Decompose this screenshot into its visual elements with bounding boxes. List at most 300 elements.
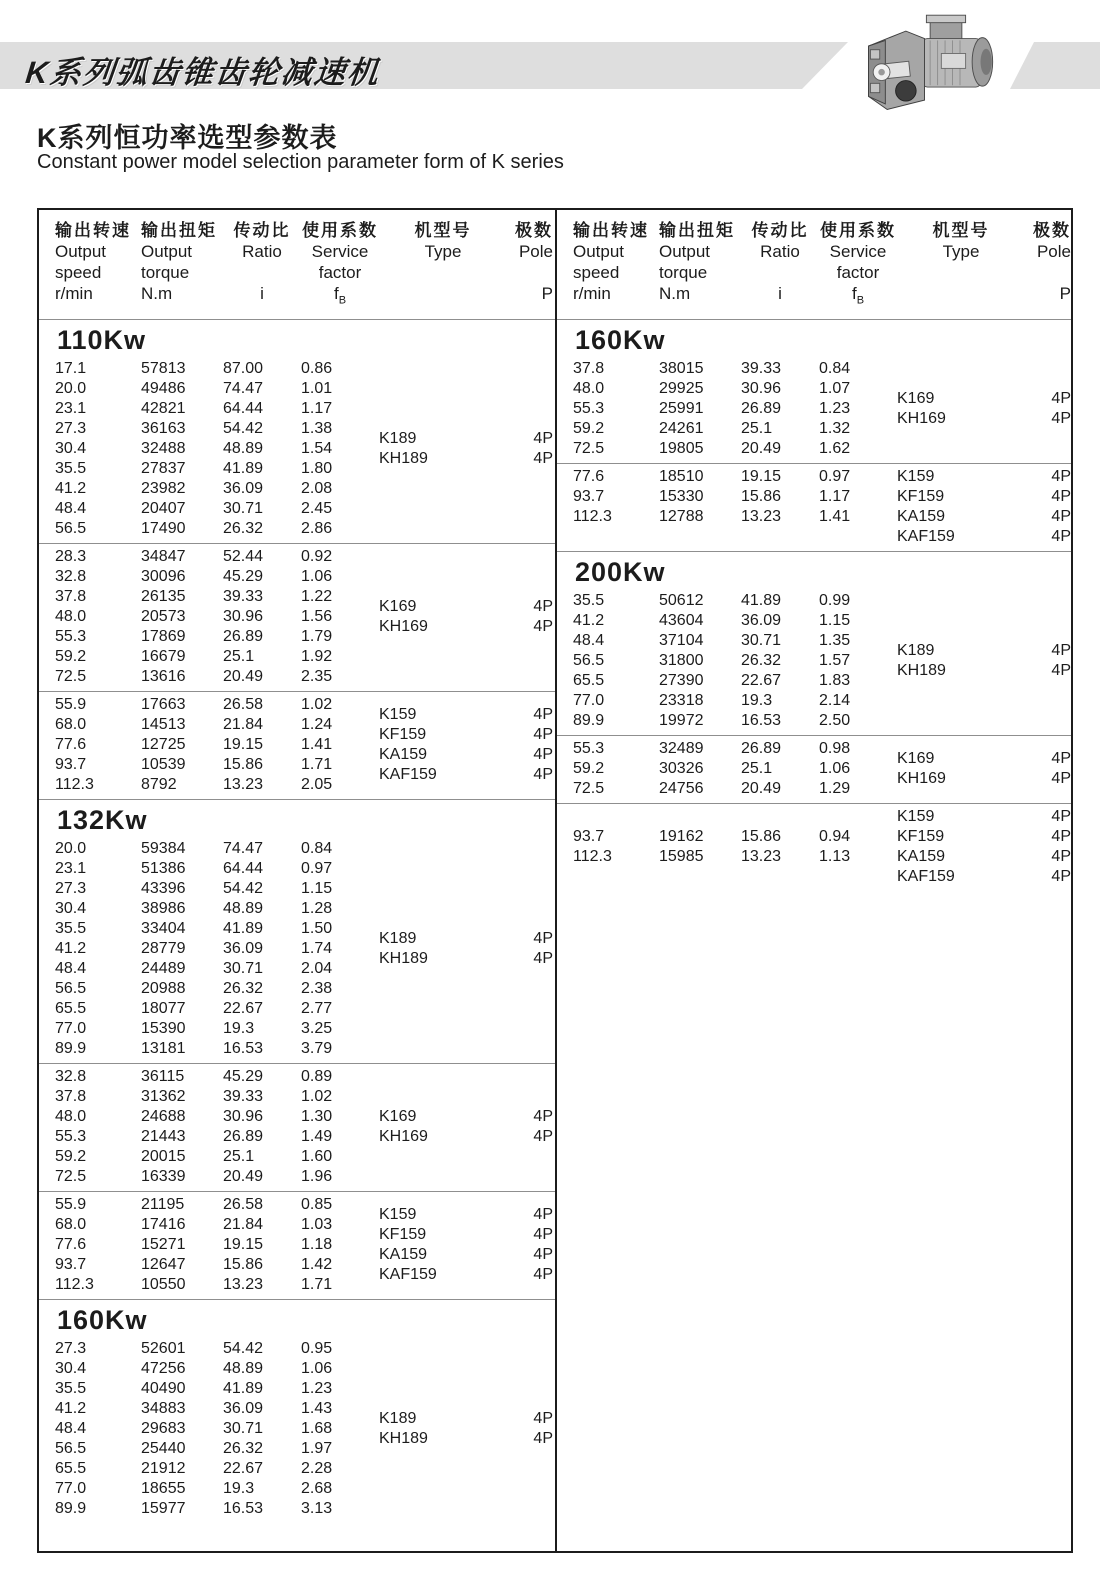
output-torque-value: 34847	[141, 548, 186, 566]
service-factor-value: 1.32	[819, 420, 851, 438]
output-speed-value: 68.0	[55, 716, 87, 734]
output-torque-value: 12647	[141, 1256, 186, 1274]
output-speed-value: 41.2	[573, 612, 605, 630]
header-type-unit	[897, 283, 1025, 304]
type-label: KA159	[379, 746, 428, 764]
type-label: KA159	[897, 848, 946, 866]
ratio-value: 25.1	[741, 760, 773, 778]
power-section-title: 160Kw	[575, 325, 666, 356]
service-factor-value: 1.41	[301, 736, 333, 754]
output-speed-value: 27.3	[55, 420, 87, 438]
output-speed-value: 59.2	[55, 648, 87, 666]
header-torque-en2: torque	[659, 263, 708, 282]
pole-value: 4P	[533, 450, 553, 468]
output-torque-value: 17416	[141, 1216, 186, 1234]
service-factor-value: 1.07	[819, 380, 851, 398]
output-speed-value: 77.6	[55, 1236, 87, 1254]
pole-value: 4P	[1051, 390, 1071, 408]
ratio-value: 21.84	[223, 716, 264, 734]
type-label: K169	[379, 598, 417, 616]
header-ratio-en2	[223, 262, 301, 283]
ratio-value: 19.3	[223, 1480, 255, 1498]
output-speed-value: 48.0	[55, 1108, 87, 1126]
output-speed-value: 48.4	[55, 500, 87, 518]
ratio-value: 13.23	[741, 508, 782, 526]
header-speed-zh: 输出转速	[55, 221, 131, 240]
service-factor-value: 1.60	[301, 1148, 333, 1166]
type-label: KAF159	[897, 868, 955, 886]
header-pole-zh: 极数	[1033, 221, 1071, 240]
output-speed-value: 41.2	[55, 1400, 87, 1418]
pole-value: 4P	[533, 1246, 553, 1264]
header-cell-speed	[573, 220, 659, 311]
type-label: KH189	[379, 450, 428, 468]
output-torque-value: 24261	[659, 420, 704, 438]
header-type-en1: Type	[942, 242, 980, 261]
parameter-block	[557, 588, 1071, 736]
gearmotor-illustration	[848, 6, 1016, 114]
header-torque-en1: Output	[659, 242, 711, 261]
ratio-value: 54.42	[223, 880, 264, 898]
header-torque-en2: torque	[141, 263, 190, 282]
header-factor-unit: $f_B$	[851, 284, 865, 307]
service-factor-value: 3.13	[301, 1500, 333, 1518]
output-speed-value: 89.9	[55, 1500, 87, 1518]
output-speed-value: 59.2	[573, 420, 605, 438]
output-speed-value: 93.7	[55, 756, 87, 774]
service-factor-value: 0.97	[301, 860, 333, 878]
parameter-rows	[55, 1339, 379, 1519]
power-section-title: 200Kw	[575, 557, 666, 588]
output-speed-value: 23.1	[55, 400, 87, 418]
output-torque-value: 26135	[141, 588, 186, 606]
ratio-value: 19.15	[223, 736, 264, 754]
parameter-rows	[573, 359, 897, 459]
header-speed-en1: Output	[573, 242, 625, 261]
ratio-value: 25.1	[741, 420, 773, 438]
service-factor-value: 1.22	[301, 588, 333, 606]
ratio-value: 39.33	[741, 360, 782, 378]
header-type-zh: 机型号	[932, 221, 990, 240]
header-pole-zh: 极数	[515, 221, 553, 240]
service-factor-value: 0.84	[819, 360, 851, 378]
output-speed-value: 77.6	[573, 468, 605, 486]
output-speed-value: 28.3	[55, 548, 87, 566]
ratio-value: 36.09	[223, 1400, 264, 1418]
output-torque-value: 19805	[659, 440, 704, 458]
parameter-rows	[573, 807, 897, 887]
type-label: KH189	[379, 950, 428, 968]
ratio-value: 15.86	[741, 828, 782, 846]
service-factor-value: 1.42	[301, 1256, 333, 1274]
output-torque-value: 34883	[141, 1400, 186, 1418]
output-torque-value: 51386	[141, 860, 186, 878]
pole-value: 4P	[1051, 848, 1071, 866]
type-label: KAF159	[379, 766, 437, 784]
column-header	[39, 210, 555, 320]
pole-value: 4P	[1051, 662, 1071, 680]
output-torque-value: 18510	[659, 468, 704, 486]
parameter-rows	[55, 547, 379, 687]
output-torque-value: 30096	[141, 568, 186, 586]
header-banner-corner	[1010, 42, 1100, 89]
header-type-en2	[379, 262, 507, 283]
type-row	[897, 507, 1071, 527]
pole-value: 4P	[1051, 642, 1071, 660]
ratio-value: 64.44	[223, 860, 264, 878]
output-torque-value: 24756	[659, 780, 704, 798]
output-torque-value: 50612	[659, 592, 704, 610]
type-row	[379, 1429, 553, 1449]
ratio-value: 26.32	[741, 652, 782, 670]
service-factor-value: 1.29	[819, 780, 851, 798]
output-torque-value: 16339	[141, 1168, 186, 1186]
header-torque-unit: N.m	[659, 284, 691, 303]
parameter-block	[557, 356, 1071, 464]
type-row	[379, 597, 553, 617]
ratio-value: 54.42	[223, 420, 264, 438]
output-torque-value: 15330	[659, 488, 704, 506]
output-torque-value: 19972	[659, 712, 704, 730]
type-label: K169	[897, 390, 935, 408]
ratio-value: 41.89	[223, 1380, 264, 1398]
header-torque-en1: Output	[141, 242, 193, 261]
power-section-title: 132Kw	[57, 805, 148, 836]
type-list	[897, 739, 1071, 799]
header-ratio-en1: Ratio	[242, 242, 282, 261]
header-torque-zh: 输出扭矩	[141, 221, 217, 240]
parameter-rows	[573, 739, 897, 799]
pole-value: 4P	[533, 766, 553, 784]
ratio-value: 52.44	[223, 548, 264, 566]
header-factor-en1: Service	[311, 242, 369, 261]
pole-value: 4P	[1051, 508, 1071, 526]
output-torque-value: 23982	[141, 480, 186, 498]
type-list	[379, 839, 553, 1059]
output-speed-value: 55.3	[573, 740, 605, 758]
service-factor-value: 0.89	[301, 1068, 333, 1086]
ratio-value: 13.23	[223, 1276, 264, 1294]
output-torque-value: 37104	[659, 632, 704, 650]
ratio-value: 19.3	[223, 1020, 255, 1038]
pole-value: 4P	[533, 1266, 553, 1284]
output-torque-value: 16679	[141, 648, 186, 666]
service-factor-value: 1.23	[301, 1380, 333, 1398]
header-factor-en2: factor	[318, 263, 362, 282]
type-row	[379, 949, 553, 969]
output-torque-value: 40490	[141, 1380, 186, 1398]
header-cell-pole	[507, 220, 553, 311]
ratio-value: 16.53	[223, 1040, 264, 1058]
output-speed-value: 35.5	[55, 920, 87, 938]
output-speed-value: 32.8	[55, 568, 87, 586]
type-row	[379, 429, 553, 449]
output-speed-value: 48.4	[55, 1420, 87, 1438]
header-ratio-zh: 传动比	[233, 221, 291, 240]
ratio-value: 30.71	[223, 960, 264, 978]
service-factor-value: 0.95	[301, 1340, 333, 1358]
output-speed-value: 56.5	[55, 980, 87, 998]
service-factor-value: 1.06	[301, 568, 333, 586]
output-torque-value: 36163	[141, 420, 186, 438]
ratio-value: 20.49	[223, 668, 264, 686]
ratio-value: 41.89	[741, 592, 782, 610]
output-speed-value: 65.5	[55, 1460, 87, 1478]
type-row	[379, 617, 553, 637]
type-row	[379, 1127, 553, 1147]
type-label: KH169	[379, 618, 428, 636]
ratio-value: 20.49	[741, 780, 782, 798]
parameter-block	[557, 736, 1071, 804]
header-factor-unit: $f_B$	[333, 284, 347, 307]
service-factor-value: 2.14	[819, 692, 851, 710]
output-torque-value: 31800	[659, 652, 704, 670]
header-speed-en1: Output	[55, 242, 107, 261]
banner-title: K系列弧齿锥齿轮减速机	[23, 55, 382, 90]
service-factor-value: 1.02	[301, 696, 333, 714]
pole-value: 4P	[533, 930, 553, 948]
output-torque-value: 18655	[141, 1480, 186, 1498]
output-speed-value: 37.8	[573, 360, 605, 378]
header-speed-en2: speed	[55, 263, 102, 282]
ratio-value: 30.71	[223, 1420, 264, 1438]
power-section-title: 160Kw	[57, 1305, 148, 1336]
output-speed-value: 30.4	[55, 900, 87, 918]
output-speed-value: 93.7	[55, 1256, 87, 1274]
output-torque-value: 20015	[141, 1148, 186, 1166]
parameter-block	[39, 1336, 555, 1523]
output-torque-value: 52601	[141, 1340, 186, 1358]
pole-value: 4P	[533, 598, 553, 616]
header-cell-pole	[1025, 220, 1071, 311]
type-label: KF159	[379, 1226, 427, 1244]
output-speed-value: 35.5	[55, 1380, 87, 1398]
ratio-value: 48.89	[223, 1360, 264, 1378]
header-speed-zh: 输出转速	[573, 221, 649, 240]
type-label: KH169	[379, 1128, 428, 1146]
service-factor-value: 2.08	[301, 480, 333, 498]
pole-value: 4P	[1051, 770, 1071, 788]
output-speed-value: 41.2	[55, 480, 87, 498]
parameter-block	[557, 804, 1071, 891]
header-cell-speed	[55, 220, 141, 311]
service-factor-value: 1.43	[301, 1400, 333, 1418]
service-factor-value: 1.56	[301, 608, 333, 626]
output-speed-value: 89.9	[55, 1040, 87, 1058]
header-ratio-zh: 传动比	[751, 221, 809, 240]
pole-value: 4P	[1051, 868, 1071, 886]
output-torque-value: 32488	[141, 440, 186, 458]
output-torque-value: 36115	[141, 1068, 185, 1086]
pole-value: 4P	[1051, 750, 1071, 768]
service-factor-value: 0.94	[819, 828, 851, 846]
ratio-value: 19.15	[223, 1236, 264, 1254]
output-torque-value: 20573	[141, 608, 186, 626]
pole-value: 4P	[1051, 488, 1071, 506]
service-factor-value: 1.79	[301, 628, 333, 646]
pole-value: 4P	[533, 1226, 553, 1244]
output-torque-value: 38015	[659, 360, 704, 378]
output-speed-value: 55.9	[55, 696, 87, 714]
output-speed-value: 112.3	[573, 508, 612, 526]
ratio-value: 16.53	[741, 712, 782, 730]
service-factor-value: 1.35	[819, 632, 851, 650]
output-speed-value: 30.4	[55, 440, 87, 458]
ratio-value: 26.89	[223, 628, 264, 646]
output-torque-value: 17663	[141, 696, 186, 714]
service-factor-value: 2.68	[301, 1480, 333, 1498]
service-factor-value: 0.85	[301, 1196, 333, 1214]
output-speed-value: 48.0	[55, 608, 87, 626]
type-row	[897, 661, 1071, 681]
pole-value: 4P	[1051, 808, 1071, 826]
pole-value: 4P	[533, 706, 553, 724]
ratio-value: 30.71	[741, 632, 782, 650]
header-ratio-unit: i	[778, 284, 782, 303]
output-speed-value: 59.2	[55, 1148, 87, 1166]
ratio-value: 36.09	[741, 612, 782, 630]
ratio-value: 39.33	[223, 588, 264, 606]
output-speed-value: 68.0	[55, 1216, 87, 1234]
parameter-table	[37, 208, 1073, 1553]
type-label: K159	[379, 1206, 417, 1224]
type-list	[897, 591, 1071, 731]
service-factor-value: 0.84	[301, 840, 333, 858]
type-row	[379, 745, 553, 765]
page-title-en: Constant power model selection parameter form of K series	[37, 151, 564, 173]
ratio-value: 30.96	[223, 608, 264, 626]
ratio-value: 25.1	[223, 1148, 255, 1166]
pole-value: 4P	[1051, 828, 1071, 846]
output-torque-value: 21443	[141, 1128, 186, 1146]
output-torque-value: 8792	[141, 776, 177, 794]
output-speed-value: 72.5	[55, 1168, 87, 1186]
service-factor-value: 2.86	[301, 520, 333, 538]
ratio-value: 87.00	[223, 360, 264, 378]
type-list	[379, 1339, 553, 1519]
output-torque-value: 14513	[141, 716, 186, 734]
ratio-value: 26.58	[223, 1196, 264, 1214]
parameter-rows	[55, 1195, 379, 1295]
type-list	[379, 359, 553, 539]
output-speed-value: 77.0	[55, 1480, 87, 1498]
output-torque-value: 27837	[141, 460, 186, 478]
service-factor-value: 1.17	[301, 400, 333, 418]
service-factor-value: 2.05	[301, 776, 333, 794]
type-list	[897, 467, 1071, 547]
ratio-value: 22.67	[741, 672, 782, 690]
service-factor-value: 1.23	[819, 400, 851, 418]
output-speed-value: 112.3	[573, 848, 612, 866]
pole-value: 4P	[533, 618, 553, 636]
type-row	[897, 807, 1071, 827]
output-speed-value: 112.3	[55, 1276, 94, 1294]
service-factor-value: 1.06	[301, 1360, 333, 1378]
type-row	[897, 487, 1071, 507]
ratio-value: 22.67	[223, 1000, 264, 1018]
header-torque-zh: 输出扭矩	[659, 221, 735, 240]
ratio-value: 13.23	[223, 776, 264, 794]
header-ratio-en2	[741, 262, 819, 283]
service-factor-value: 1.62	[819, 440, 851, 458]
output-torque-value: 30326	[659, 760, 704, 778]
type-row	[897, 749, 1071, 769]
service-factor-value: 1.80	[301, 460, 333, 478]
output-speed-value: 77.6	[55, 736, 87, 754]
output-speed-value: 27.3	[55, 880, 87, 898]
service-factor-value: 1.17	[819, 488, 851, 506]
service-factor-value: 1.01	[301, 380, 333, 398]
ratio-value: 25.1	[223, 648, 255, 666]
pole-value: 4P	[533, 746, 553, 764]
header-type-en2	[897, 262, 1025, 283]
ratio-value: 48.89	[223, 440, 264, 458]
type-label: K189	[379, 1410, 417, 1428]
service-factor-value: 1.97	[301, 1440, 333, 1458]
output-speed-value: 48.0	[573, 380, 605, 398]
type-list	[379, 547, 553, 687]
parameter-rows	[573, 467, 897, 547]
ratio-value: 54.42	[223, 1340, 264, 1358]
type-row	[897, 867, 1071, 887]
parameter-block	[39, 1064, 555, 1192]
ratio-value: 22.67	[223, 1460, 264, 1478]
ratio-value: 26.32	[223, 520, 264, 538]
pole-value: 4P	[533, 1128, 553, 1146]
parameter-block	[39, 692, 555, 800]
service-factor-value: 1.83	[819, 672, 851, 690]
type-row	[897, 641, 1071, 661]
ratio-value: 36.09	[223, 940, 264, 958]
type-list	[379, 695, 553, 795]
output-torque-value: 12725	[141, 736, 186, 754]
service-factor-value: 1.50	[301, 920, 333, 938]
ratio-value: 26.89	[741, 400, 782, 418]
output-torque-value: 24489	[141, 960, 186, 978]
parameter-block	[39, 356, 555, 544]
header-type-unit	[379, 283, 507, 304]
service-factor-value: 1.18	[301, 1236, 333, 1254]
type-row	[379, 449, 553, 469]
output-speed-value: 93.7	[573, 828, 605, 846]
type-label: KF159	[379, 726, 427, 744]
ratio-value: 15.86	[741, 488, 782, 506]
type-row	[379, 1245, 553, 1265]
output-speed-value: 65.5	[573, 672, 605, 690]
type-label: K169	[379, 1108, 417, 1126]
service-factor-value: 0.97	[819, 468, 851, 486]
parameter-rows	[55, 1067, 379, 1187]
output-torque-value: 25440	[141, 1440, 186, 1458]
header-cell-type	[897, 220, 1025, 311]
type-row	[897, 389, 1071, 409]
output-torque-value: 20988	[141, 980, 186, 998]
output-torque-value: 19162	[659, 828, 704, 846]
output-speed-value: 23.1	[55, 860, 87, 878]
service-factor-value: 1.54	[301, 440, 333, 458]
output-speed-value: 72.5	[55, 668, 87, 686]
output-torque-value: 15977	[141, 1500, 186, 1518]
output-torque-value: 57813	[141, 360, 186, 378]
type-label: KH189	[897, 662, 946, 680]
service-factor-value: 1.74	[301, 940, 333, 958]
header-ratio-unit: i	[260, 284, 264, 303]
header-cell-factor	[819, 220, 897, 311]
ratio-value: 48.89	[223, 900, 264, 918]
header-cell-ratio	[741, 220, 819, 311]
type-row	[379, 1409, 553, 1429]
output-speed-value: 20.0	[55, 840, 87, 858]
